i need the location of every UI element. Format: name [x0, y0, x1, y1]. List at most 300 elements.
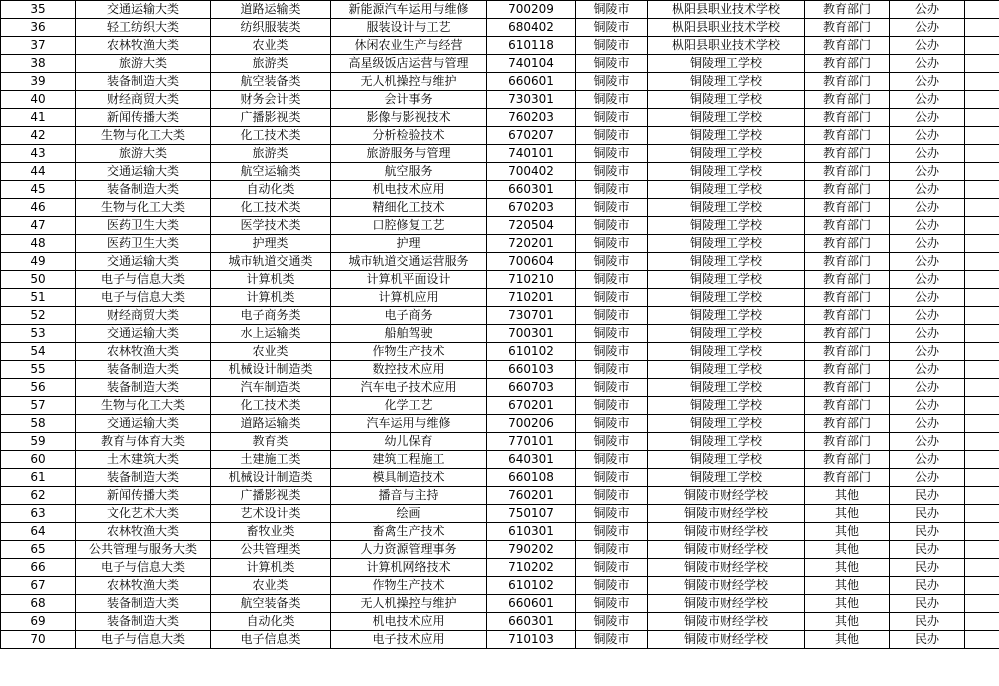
department-cell: 教育部门: [805, 199, 890, 217]
table-row: [1, 523, 999, 541]
department-cell: 教育部门: [805, 469, 890, 487]
school-name-cell: 铜陵理工学校: [648, 235, 805, 253]
department-cell: 教育部门: [805, 361, 890, 379]
empty-cell: [965, 361, 999, 379]
table-row: [1, 73, 999, 91]
school-type-cell: 公办: [890, 289, 965, 307]
school-type-cell: 公办: [890, 253, 965, 271]
category-cell: 电子与信息大类: [76, 559, 211, 577]
empty-cell: [965, 253, 999, 271]
category-cell: 生物与化工大类: [76, 199, 211, 217]
department-cell: 教育部门: [805, 37, 890, 55]
school-name-cell: 铜陵理工学校: [648, 325, 805, 343]
category-cell: 新闻传播大类: [76, 487, 211, 505]
major-code-cell: 660108: [487, 469, 576, 487]
school-type-cell: 公办: [890, 181, 965, 199]
department-cell: 其他: [805, 505, 890, 523]
row-number: 66: [1, 559, 76, 577]
major-code-cell: 660301: [487, 613, 576, 631]
subcategory-cell: 化工技术类: [211, 397, 331, 415]
row-number: 45: [1, 181, 76, 199]
school-name-cell: 铜陵理工学校: [648, 217, 805, 235]
major-name-cell: 会计事务: [331, 91, 487, 109]
city-cell: 铜陵市: [576, 559, 648, 577]
empty-cell: [965, 19, 999, 37]
school-type-cell: 公办: [890, 1, 965, 19]
row-number: 43: [1, 145, 76, 163]
school-type-cell: 民办: [890, 631, 965, 649]
category-cell: 旅游大类: [76, 145, 211, 163]
city-cell: 铜陵市: [576, 109, 648, 127]
row-number: 69: [1, 613, 76, 631]
major-name-cell: 作物生产技术: [331, 343, 487, 361]
major-code-cell: 610102: [487, 577, 576, 595]
major-code-cell: 770101: [487, 433, 576, 451]
subcategory-cell: 航空装备类: [211, 73, 331, 91]
category-cell: 医药卫生大类: [76, 217, 211, 235]
table-row: [1, 451, 999, 469]
subcategory-cell: 道路运输类: [211, 415, 331, 433]
empty-cell: [965, 289, 999, 307]
empty-cell: [965, 613, 999, 631]
subcategory-cell: 纺织服装类: [211, 19, 331, 37]
row-number: 56: [1, 379, 76, 397]
city-cell: 铜陵市: [576, 145, 648, 163]
table-row: [1, 163, 999, 181]
major-code-cell: 700206: [487, 415, 576, 433]
empty-cell: [965, 1, 999, 19]
department-cell: 其他: [805, 541, 890, 559]
table-row: [1, 109, 999, 127]
major-code-cell: 670201: [487, 397, 576, 415]
city-cell: 铜陵市: [576, 289, 648, 307]
subcategory-cell: 艺术设计类: [211, 505, 331, 523]
major-name-cell: 精细化工技术: [331, 199, 487, 217]
department-cell: 教育部门: [805, 271, 890, 289]
school-type-cell: 公办: [890, 19, 965, 37]
major-code-cell: 700209: [487, 1, 576, 19]
school-type-cell: 公办: [890, 307, 965, 325]
subcategory-cell: 汽车制造类: [211, 379, 331, 397]
major-code-cell: 700604: [487, 253, 576, 271]
category-cell: 交通运输大类: [76, 1, 211, 19]
subcategory-cell: 医学技术类: [211, 217, 331, 235]
major-code-cell: 660301: [487, 181, 576, 199]
school-name-cell: 铜陵市财经学校: [648, 559, 805, 577]
major-name-cell: 分析检验技术: [331, 127, 487, 145]
table-body: [1, 1, 999, 649]
department-cell: 教育部门: [805, 145, 890, 163]
category-cell: 旅游大类: [76, 55, 211, 73]
major-code-cell: 670207: [487, 127, 576, 145]
major-name-cell: 旅游服务与管理: [331, 145, 487, 163]
subcategory-cell: 电子信息类: [211, 631, 331, 649]
major-name-cell: 绘画: [331, 505, 487, 523]
department-cell: 教育部门: [805, 91, 890, 109]
school-type-cell: 公办: [890, 451, 965, 469]
school-name-cell: 铜陵理工学校: [648, 433, 805, 451]
city-cell: 铜陵市: [576, 361, 648, 379]
empty-cell: [965, 487, 999, 505]
row-number: 62: [1, 487, 76, 505]
major-name-cell: 建筑工程施工: [331, 451, 487, 469]
table-row: [1, 379, 999, 397]
category-cell: 财经商贸大类: [76, 307, 211, 325]
department-cell: 教育部门: [805, 325, 890, 343]
school-name-cell: 枞阳县职业技术学校: [648, 19, 805, 37]
school-type-cell: 民办: [890, 541, 965, 559]
empty-cell: [965, 523, 999, 541]
table-row: [1, 91, 999, 109]
major-code-cell: 680402: [487, 19, 576, 37]
empty-cell: [965, 181, 999, 199]
major-name-cell: 计算机平面设计: [331, 271, 487, 289]
department-cell: 教育部门: [805, 217, 890, 235]
department-cell: 教育部门: [805, 235, 890, 253]
major-code-cell: 720504: [487, 217, 576, 235]
row-number: 60: [1, 451, 76, 469]
school-name-cell: 铜陵理工学校: [648, 307, 805, 325]
school-name-cell: 铜陵市财经学校: [648, 505, 805, 523]
department-cell: 其他: [805, 487, 890, 505]
empty-cell: [965, 595, 999, 613]
department-cell: 教育部门: [805, 433, 890, 451]
major-code-cell: 710210: [487, 271, 576, 289]
school-type-cell: 民办: [890, 559, 965, 577]
major-name-cell: 高星级饭店运营与管理: [331, 55, 487, 73]
subcategory-cell: 农业类: [211, 37, 331, 55]
city-cell: 铜陵市: [576, 379, 648, 397]
major-name-cell: 休闲农业生产与经营: [331, 37, 487, 55]
city-cell: 铜陵市: [576, 235, 648, 253]
major-name-cell: 无人机操控与维护: [331, 595, 487, 613]
category-cell: 生物与化工大类: [76, 397, 211, 415]
major-code-cell: 740101: [487, 145, 576, 163]
department-cell: 教育部门: [805, 1, 890, 19]
table-row: [1, 199, 999, 217]
school-type-cell: 民办: [890, 505, 965, 523]
empty-cell: [965, 343, 999, 361]
subcategory-cell: 计算机类: [211, 559, 331, 577]
major-name-cell: 无人机操控与维护: [331, 73, 487, 91]
row-number: 70: [1, 631, 76, 649]
row-number: 36: [1, 19, 76, 37]
major-code-cell: 730701: [487, 307, 576, 325]
school-name-cell: 枞阳县职业技术学校: [648, 1, 805, 19]
school-type-cell: 民办: [890, 613, 965, 631]
category-cell: 装备制造大类: [76, 73, 211, 91]
row-number: 67: [1, 577, 76, 595]
department-cell: 教育部门: [805, 55, 890, 73]
city-cell: 铜陵市: [576, 199, 648, 217]
row-number: 40: [1, 91, 76, 109]
school-type-cell: 公办: [890, 271, 965, 289]
city-cell: 铜陵市: [576, 73, 648, 91]
major-code-cell: 790202: [487, 541, 576, 559]
table-row: [1, 577, 999, 595]
department-cell: 其他: [805, 559, 890, 577]
subcategory-cell: 化工技术类: [211, 199, 331, 217]
subcategory-cell: 水上运输类: [211, 325, 331, 343]
table-row: [1, 253, 999, 271]
department-cell: 其他: [805, 613, 890, 631]
row-number: 39: [1, 73, 76, 91]
empty-cell: [965, 163, 999, 181]
school-name-cell: 铜陵理工学校: [648, 451, 805, 469]
major-name-cell: 护理: [331, 235, 487, 253]
school-type-cell: 公办: [890, 325, 965, 343]
subcategory-cell: 农业类: [211, 577, 331, 595]
subcategory-cell: 财务会计类: [211, 91, 331, 109]
major-name-cell: 影像与影视技术: [331, 109, 487, 127]
empty-cell: [965, 235, 999, 253]
table-row: [1, 289, 999, 307]
city-cell: 铜陵市: [576, 19, 648, 37]
school-type-cell: 公办: [890, 379, 965, 397]
row-number: 65: [1, 541, 76, 559]
major-name-cell: 化学工艺: [331, 397, 487, 415]
major-code-cell: 710103: [487, 631, 576, 649]
city-cell: 铜陵市: [576, 631, 648, 649]
empty-cell: [965, 307, 999, 325]
row-number: 44: [1, 163, 76, 181]
department-cell: 教育部门: [805, 163, 890, 181]
major-code-cell: 760201: [487, 487, 576, 505]
empty-cell: [965, 145, 999, 163]
table-row: [1, 307, 999, 325]
city-cell: 铜陵市: [576, 253, 648, 271]
row-number: 63: [1, 505, 76, 523]
row-number: 64: [1, 523, 76, 541]
school-name-cell: 铜陵理工学校: [648, 145, 805, 163]
empty-cell: [965, 55, 999, 73]
category-cell: 轻工纺织大类: [76, 19, 211, 37]
major-name-cell: 服装设计与工艺: [331, 19, 487, 37]
category-cell: 农林牧渔大类: [76, 37, 211, 55]
school-type-cell: 公办: [890, 127, 965, 145]
row-number: 38: [1, 55, 76, 73]
table-row: [1, 217, 999, 235]
table-row: [1, 271, 999, 289]
empty-cell: [965, 127, 999, 145]
school-name-cell: 铜陵理工学校: [648, 343, 805, 361]
subcategory-cell: 广播影视类: [211, 487, 331, 505]
major-name-cell: 人力资源管理事务: [331, 541, 487, 559]
department-cell: 其他: [805, 523, 890, 541]
school-name-cell: 铜陵理工学校: [648, 91, 805, 109]
school-type-cell: 公办: [890, 199, 965, 217]
row-number: 51: [1, 289, 76, 307]
major-code-cell: 720201: [487, 235, 576, 253]
department-cell: 教育部门: [805, 289, 890, 307]
empty-cell: [965, 271, 999, 289]
category-cell: 装备制造大类: [76, 181, 211, 199]
school-name-cell: 铜陵理工学校: [648, 469, 805, 487]
department-cell: 教育部门: [805, 451, 890, 469]
major-name-cell: 播音与主持: [331, 487, 487, 505]
empty-cell: [965, 379, 999, 397]
empty-cell: [965, 199, 999, 217]
school-type-cell: 公办: [890, 397, 965, 415]
department-cell: 其他: [805, 631, 890, 649]
school-type-cell: 公办: [890, 163, 965, 181]
major-name-cell: 电子商务: [331, 307, 487, 325]
school-type-cell: 公办: [890, 433, 965, 451]
school-type-cell: 民办: [890, 523, 965, 541]
school-type-cell: 公办: [890, 73, 965, 91]
category-cell: 农林牧渔大类: [76, 343, 211, 361]
major-name-cell: 机电技术应用: [331, 613, 487, 631]
table-row: [1, 181, 999, 199]
table-row: [1, 361, 999, 379]
department-cell: 教育部门: [805, 181, 890, 199]
department-cell: 教育部门: [805, 379, 890, 397]
row-number: 48: [1, 235, 76, 253]
empty-cell: [965, 37, 999, 55]
school-type-cell: 公办: [890, 217, 965, 235]
major-name-cell: 汽车电子技术应用: [331, 379, 487, 397]
empty-cell: [965, 577, 999, 595]
school-name-cell: 铜陵理工学校: [648, 271, 805, 289]
school-type-cell: 公办: [890, 469, 965, 487]
category-cell: 电子与信息大类: [76, 631, 211, 649]
category-cell: 农林牧渔大类: [76, 523, 211, 541]
category-cell: 土木建筑大类: [76, 451, 211, 469]
table-row: [1, 433, 999, 451]
major-code-cell: 610118: [487, 37, 576, 55]
city-cell: 铜陵市: [576, 541, 648, 559]
major-name-cell: 作物生产技术: [331, 577, 487, 595]
row-number: 57: [1, 397, 76, 415]
school-name-cell: 铜陵市财经学校: [648, 523, 805, 541]
subcategory-cell: 机械设计制造类: [211, 361, 331, 379]
major-code-cell: 700402: [487, 163, 576, 181]
major-name-cell: 机电技术应用: [331, 181, 487, 199]
row-number: 47: [1, 217, 76, 235]
table-row: [1, 541, 999, 559]
major-code-cell: 660601: [487, 73, 576, 91]
row-number: 53: [1, 325, 76, 343]
subcategory-cell: 电子商务类: [211, 307, 331, 325]
row-number: 50: [1, 271, 76, 289]
major-code-cell: 670203: [487, 199, 576, 217]
row-number: 41: [1, 109, 76, 127]
category-cell: 装备制造大类: [76, 595, 211, 613]
empty-cell: [965, 91, 999, 109]
empty-cell: [965, 505, 999, 523]
school-name-cell: 铜陵理工学校: [648, 361, 805, 379]
table-row: [1, 613, 999, 631]
empty-cell: [965, 109, 999, 127]
school-name-cell: 铜陵市财经学校: [648, 631, 805, 649]
category-cell: 文化艺术大类: [76, 505, 211, 523]
table-row: [1, 325, 999, 343]
subcategory-cell: 化工技术类: [211, 127, 331, 145]
major-name-cell: 计算机网络技术: [331, 559, 487, 577]
row-number: 59: [1, 433, 76, 451]
category-cell: 装备制造大类: [76, 361, 211, 379]
city-cell: 铜陵市: [576, 307, 648, 325]
major-code-cell: 660703: [487, 379, 576, 397]
major-name-cell: 畜禽生产技术: [331, 523, 487, 541]
subcategory-cell: 旅游类: [211, 55, 331, 73]
city-cell: 铜陵市: [576, 271, 648, 289]
major-code-cell: 660103: [487, 361, 576, 379]
empty-cell: [965, 217, 999, 235]
empty-cell: [965, 469, 999, 487]
school-name-cell: 铜陵市财经学校: [648, 487, 805, 505]
city-cell: 铜陵市: [576, 217, 648, 235]
major-name-cell: 模具制造技术: [331, 469, 487, 487]
school-name-cell: 铜陵理工学校: [648, 379, 805, 397]
city-cell: 铜陵市: [576, 577, 648, 595]
major-code-cell: 750107: [487, 505, 576, 523]
category-cell: 财经商贸大类: [76, 91, 211, 109]
department-cell: 教育部门: [805, 343, 890, 361]
major-name-cell: 城市轨道交通运营服务: [331, 253, 487, 271]
city-cell: 铜陵市: [576, 1, 648, 19]
major-code-cell: 710201: [487, 289, 576, 307]
school-type-cell: 民办: [890, 577, 965, 595]
table-row: [1, 19, 999, 37]
subcategory-cell: 土建施工类: [211, 451, 331, 469]
school-name-cell: 铜陵理工学校: [648, 415, 805, 433]
city-cell: 铜陵市: [576, 469, 648, 487]
city-cell: 铜陵市: [576, 181, 648, 199]
row-number: 68: [1, 595, 76, 613]
subcategory-cell: 计算机类: [211, 289, 331, 307]
city-cell: 铜陵市: [576, 325, 648, 343]
category-cell: 交通运输大类: [76, 415, 211, 433]
city-cell: 铜陵市: [576, 523, 648, 541]
major-code-cell: 610301: [487, 523, 576, 541]
subcategory-cell: 自动化类: [211, 181, 331, 199]
school-name-cell: 铜陵理工学校: [648, 109, 805, 127]
major-code-cell: 610102: [487, 343, 576, 361]
subcategory-cell: 广播影视类: [211, 109, 331, 127]
major-code-cell: 640301: [487, 451, 576, 469]
department-cell: 教育部门: [805, 397, 890, 415]
major-name-cell: 计算机应用: [331, 289, 487, 307]
category-cell: 生物与化工大类: [76, 127, 211, 145]
subcategory-cell: 计算机类: [211, 271, 331, 289]
table-row: [1, 127, 999, 145]
city-cell: 铜陵市: [576, 613, 648, 631]
category-cell: 医药卫生大类: [76, 235, 211, 253]
row-number: 55: [1, 361, 76, 379]
category-cell: 电子与信息大类: [76, 271, 211, 289]
category-cell: 装备制造大类: [76, 379, 211, 397]
city-cell: 铜陵市: [576, 55, 648, 73]
city-cell: 铜陵市: [576, 415, 648, 433]
empty-cell: [965, 541, 999, 559]
department-cell: 教育部门: [805, 73, 890, 91]
subcategory-cell: 农业类: [211, 343, 331, 361]
table-row: [1, 1, 999, 19]
school-name-cell: 枞阳县职业技术学校: [648, 37, 805, 55]
empty-cell: [965, 415, 999, 433]
city-cell: 铜陵市: [576, 505, 648, 523]
empty-cell: [965, 397, 999, 415]
school-name-cell: 铜陵理工学校: [648, 55, 805, 73]
category-cell: 新闻传播大类: [76, 109, 211, 127]
department-cell: 教育部门: [805, 307, 890, 325]
row-number: 35: [1, 1, 76, 19]
category-cell: 交通运输大类: [76, 163, 211, 181]
category-cell: 交通运输大类: [76, 253, 211, 271]
row-number: 58: [1, 415, 76, 433]
school-type-cell: 民办: [890, 487, 965, 505]
